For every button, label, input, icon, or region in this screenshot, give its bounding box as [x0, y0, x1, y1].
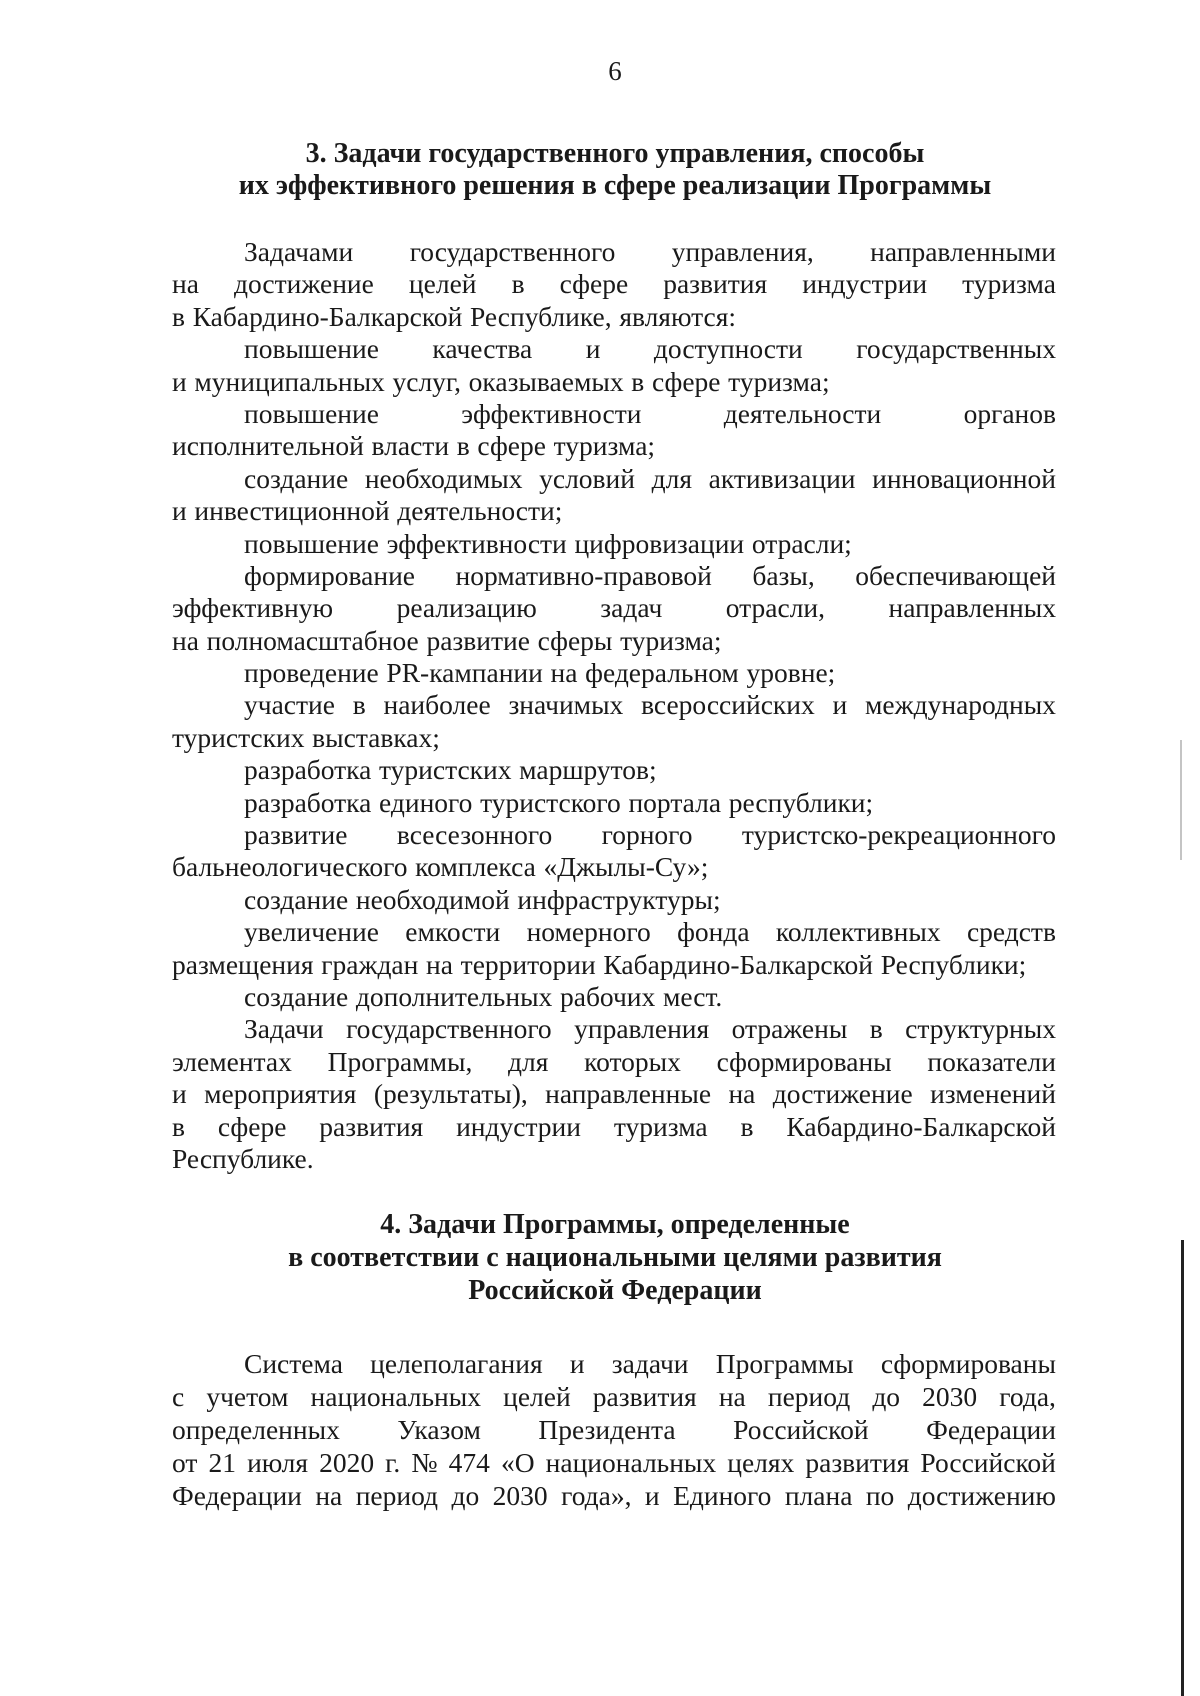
text-line: Задачи государственного управления отражены в структурных	[244, 1013, 1056, 1045]
text-line: Республике.	[172, 1142, 314, 1174]
text-line: разработка туристских маршрутов;	[244, 754, 657, 786]
text-line: Система целеполагания и задачи Программы сформированы	[244, 1348, 1056, 1379]
text-line: эффективную реализацию задач отрасли, направленных	[172, 592, 1056, 624]
text-line: на полномасштабное развитие сферы туризма;	[172, 624, 722, 656]
text-line: и инвестиционной деятельности;	[172, 495, 563, 527]
section-4-heading-line: в соответствии с национальными целями развития	[288, 1242, 942, 1273]
text-line: повышение качества и доступности государственных	[244, 333, 1056, 365]
text-line: элементах Программы, для которых сформированы показатели	[172, 1045, 1056, 1077]
text-line: от 21 июля 2020 г. № 474 «О национальных целях развития Российской	[172, 1447, 1056, 1478]
text-line: проведение PR-кампании на федеральном уровне;	[244, 657, 836, 689]
text-line: создание необходимой инфраструктуры;	[244, 883, 721, 915]
text-line: повышение эффективности деятельности органов	[244, 397, 1056, 429]
text-line: участие в наиболее значимых всероссийских и международных	[244, 689, 1056, 721]
section-4-heading-line: 4. Задачи Программы, определенные	[380, 1209, 850, 1240]
text-line: увеличение емкости номерного фонда коллективных средств	[244, 916, 1056, 948]
section-4-heading	[150, 1208, 1080, 1307]
scan-edge-mark	[1181, 1240, 1184, 1696]
text-line: разработка единого туристского портала республики;	[244, 786, 874, 818]
section-3-heading-line: их эффективного решения в сфере реализации Программы	[238, 170, 992, 201]
text-line: бальнеологического комплекса «Джылы-Су»;	[172, 851, 709, 883]
scan-edge-mark	[1180, 740, 1182, 860]
page-number: 6	[608, 56, 622, 86]
text-line: создание дополнительных рабочих мест.	[244, 980, 723, 1012]
text-line: Задачами государственного управления, направленными	[244, 236, 1056, 267]
text-line: Федерации на период до 2030 года», и Единого плана по достижению	[172, 1480, 1056, 1511]
text-line: развитие всесезонного горного туристско-рекреационного	[244, 819, 1056, 851]
text-line: в сфере развития индустрии туризма в Кабардино-Балкарской	[172, 1110, 1056, 1142]
section-3-heading	[150, 138, 1080, 202]
section-4-body	[172, 1347, 1056, 1512]
section-4-heading-line: Российской Федерации	[468, 1275, 762, 1306]
text-line: размещения граждан на территории Кабардино-Балкарской Республики;	[172, 948, 1027, 980]
text-line: в Кабардино-Балкарской Республике, являются:	[172, 300, 736, 332]
text-line: туристских выставках;	[172, 721, 440, 753]
text-line: исполнительной власти в сфере туризма;	[172, 430, 656, 462]
text-line: создание необходимых условий для активизации инновационной	[244, 462, 1056, 494]
text-line: с учетом национальных целей развития на период до 2030 года,	[172, 1381, 1056, 1412]
text-line: определенных Указом Президента Российской Федерации	[172, 1414, 1056, 1445]
text-line: и муниципальных услуг, оказываемых в сфере туризма;	[172, 365, 830, 397]
section-3-heading-line: 3. Задачи государственного управления, способы	[305, 138, 925, 169]
text-line: повышение эффективности цифровизации отрасли;	[244, 527, 852, 559]
section-3-body	[172, 236, 1056, 1175]
text-line: и мероприятия (результаты), направленные на достижение изменений	[172, 1078, 1056, 1110]
text-line: формирование нормативно-правовой базы, обеспечивающей	[244, 559, 1056, 591]
text-line: на достижение целей в сфере развития индустрии туризма	[172, 268, 1056, 300]
